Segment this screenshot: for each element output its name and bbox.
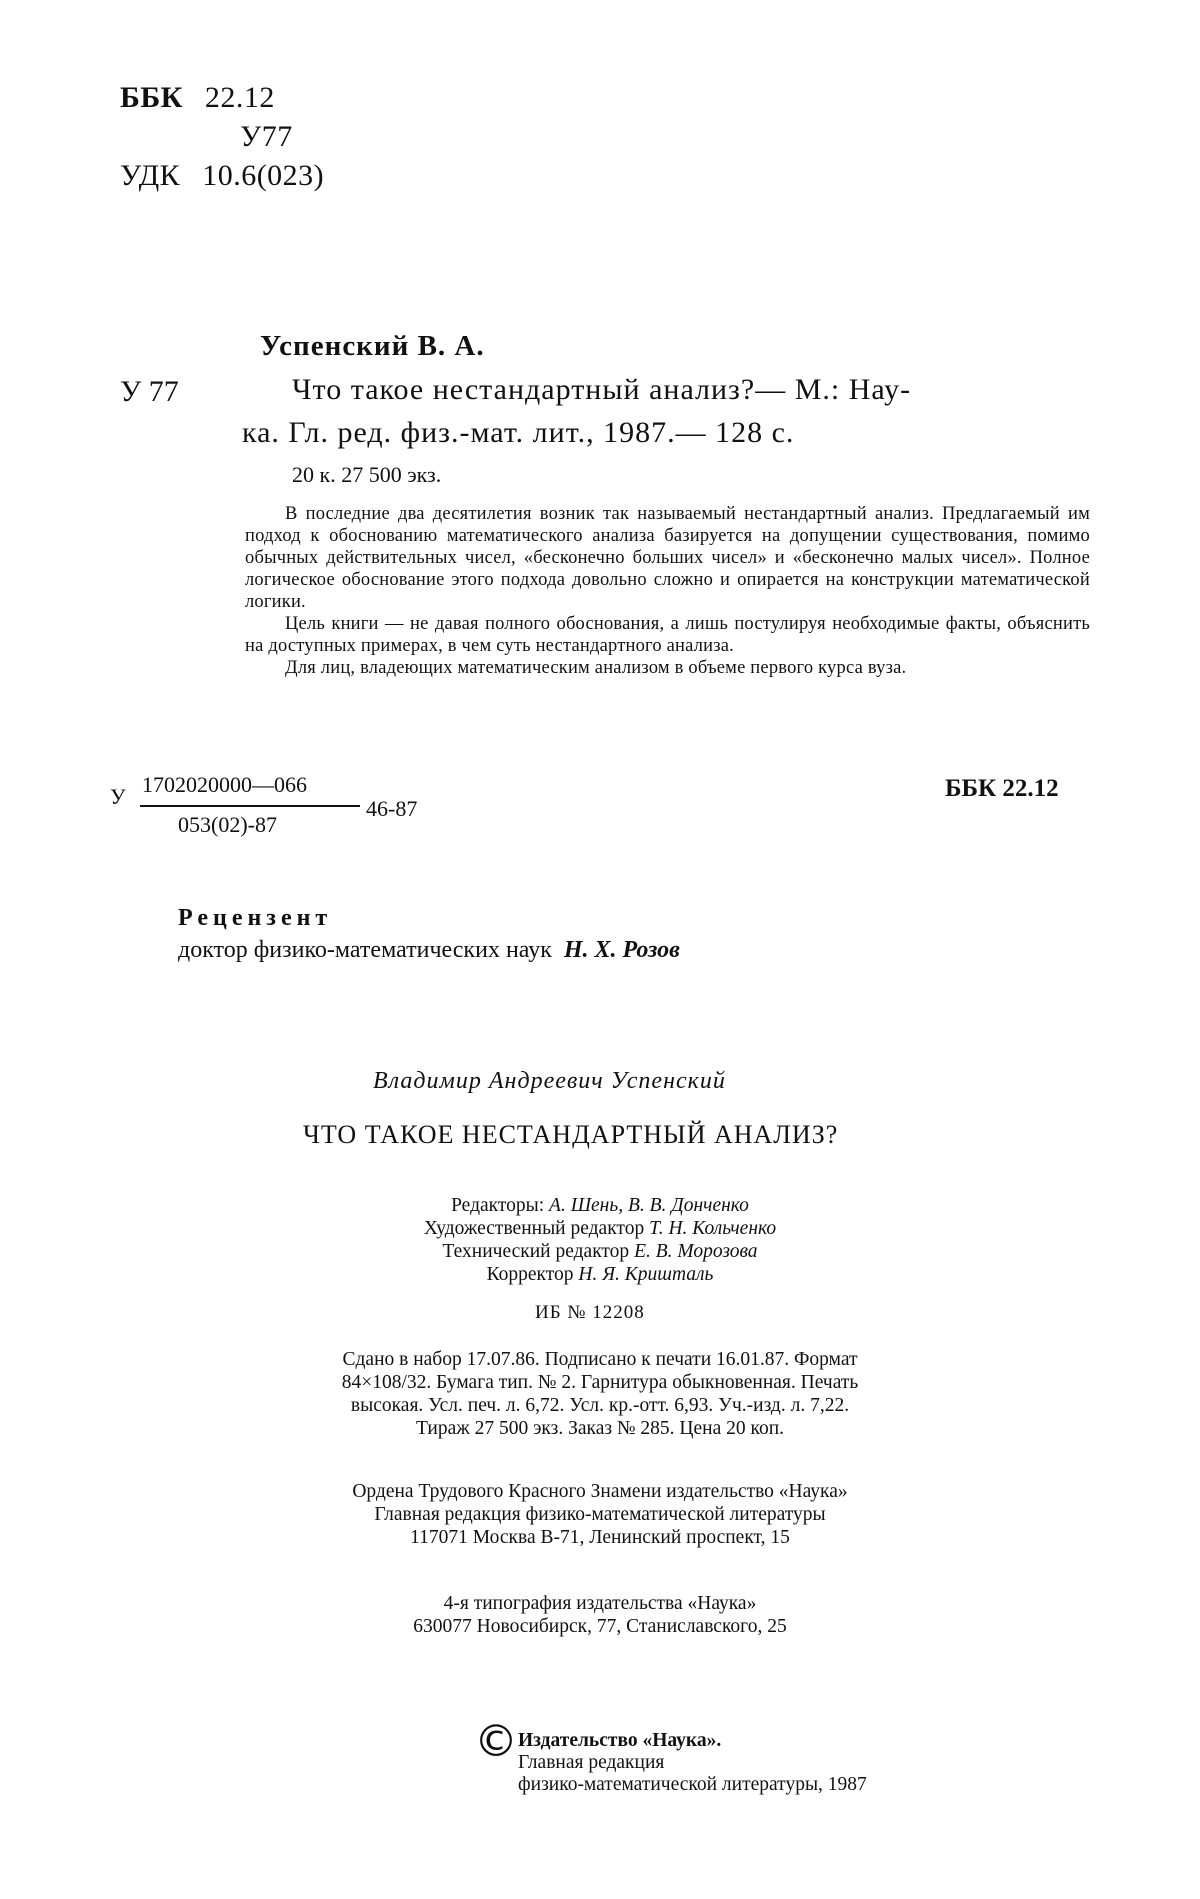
card-title-line-2: ка. Гл. ред. физ.-мат. лит., 1987.— 128 с.: [242, 416, 795, 449]
fraction-numerator: 1702020000—066: [142, 772, 307, 797]
print-details: [180, 1348, 1020, 1440]
reviewer-name: Н. Х. Розов: [563, 937, 680, 963]
publisher-line: Главная редакция физико-математической литературы: [374, 1504, 826, 1525]
print-detail-line: 84×108/32. Бумага тип. № 2. Гарнитура обыкновенная. Печать: [341, 1372, 859, 1393]
fraction-denominator: 053(02)-87: [178, 812, 277, 837]
fraction-bar: [140, 805, 360, 807]
card-annotation: [245, 503, 1090, 679]
printer-info: [180, 1592, 1020, 1638]
udk-classification: [120, 158, 324, 194]
bbk-label: ББК: [120, 81, 183, 114]
author-mark: У77: [240, 120, 293, 153]
ib-number: ИБ № 12208: [535, 1302, 645, 1323]
printer-line: 4-я типография издательства «Наука»: [443, 1593, 757, 1614]
card-code: У 77: [120, 375, 179, 408]
copyright-line: Главная редакция: [518, 1752, 665, 1773]
printer-line: 630077 Новосибирск, 77, Станиславского, 25: [413, 1616, 787, 1637]
copyright-line: Издательство «Наука».: [518, 1730, 722, 1751]
card-title-line-1: Что такое нестандартный анализ?— М.: Нау-: [292, 373, 912, 406]
card-bbk: ББК 22.12: [945, 775, 1059, 802]
udk-label: УДК: [120, 159, 181, 192]
publisher-line: 117071 Москва В-71, Ленинский проспект, 15: [410, 1527, 790, 1548]
copyright-block: [518, 1730, 867, 1796]
annotation-paragraph-3: Для лиц, владеющих математическим анализом в объеме первого курса вуза.: [285, 658, 907, 678]
card-author: Успенский В. А.: [260, 330, 485, 362]
publisher-info: [180, 1480, 1020, 1549]
credit-editors: Редакторы: А. Шень, В. В. Донченко: [451, 1195, 749, 1216]
colophon-title: ЧТО ТАКОЕ НЕСТАНДАРТНЫЙ АНАЛИЗ?: [303, 1120, 839, 1149]
print-detail-line: высокая. Усл. печ. л. 6,72. Усл. кр.-отт. 6,93. Уч.-изд. л. 7,22.: [350, 1395, 850, 1416]
copyright-icon: ©: [474, 1716, 518, 1767]
bbk-value: 22.12: [204, 81, 275, 114]
credit-proofreader: Корректор Н. Я. Кришталь: [486, 1264, 714, 1285]
reviewer-label: Рецензент: [178, 905, 333, 931]
colophon-author: Владимир Андреевич Успенский: [373, 1068, 726, 1094]
print-detail-line: Сдано в набор 17.07.86. Подписано к печати 16.01.87. Формат: [342, 1349, 858, 1370]
reviewer-line: [178, 937, 680, 964]
udk-value: 10.6(023): [202, 159, 325, 192]
reviewer-degree: доктор физико-математических наук: [178, 937, 552, 963]
credit-art-editor: Художественный редактор Т. Н. Кольченко: [423, 1218, 777, 1239]
credits-block: [300, 1194, 900, 1286]
annotation-paragraph-1: В последние два десятилетия возник так называемый нестандартный анализ. Предлагаемый им подход к обоснованию математического анализа базируется на допущении существования, помимо обычных действительных чисел, «бесконечно больших чисел» и «бесконечно малых чисел». Полное логическое обоснование этого подхода довольно сложно и опирается на конструкции математической логики.: [245, 504, 1090, 612]
credit-tech-editor: Технический редактор Е. В. Морозова: [442, 1241, 758, 1262]
print-detail-line: Тираж 27 500 экз. Заказ № 285. Цена 20 коп.: [415, 1418, 785, 1439]
annotation-paragraph-2: Цель книги — не давая полного обоснования, а лишь постулируя необходимые факты, объяснить на доступных примерах, в чем суть нестандартного анализа.: [245, 614, 1090, 656]
publisher-line: Ордена Трудового Красного Знамени издательство «Наука»: [352, 1481, 848, 1502]
copyright-line: физико-математической литературы, 1987: [518, 1774, 867, 1795]
card-price: 20 к. 27 500 экз.: [292, 462, 442, 487]
fraction-prefix: У: [110, 784, 126, 809]
bbk-classification: [120, 80, 275, 116]
fraction-suffix: 46-87: [366, 796, 418, 821]
